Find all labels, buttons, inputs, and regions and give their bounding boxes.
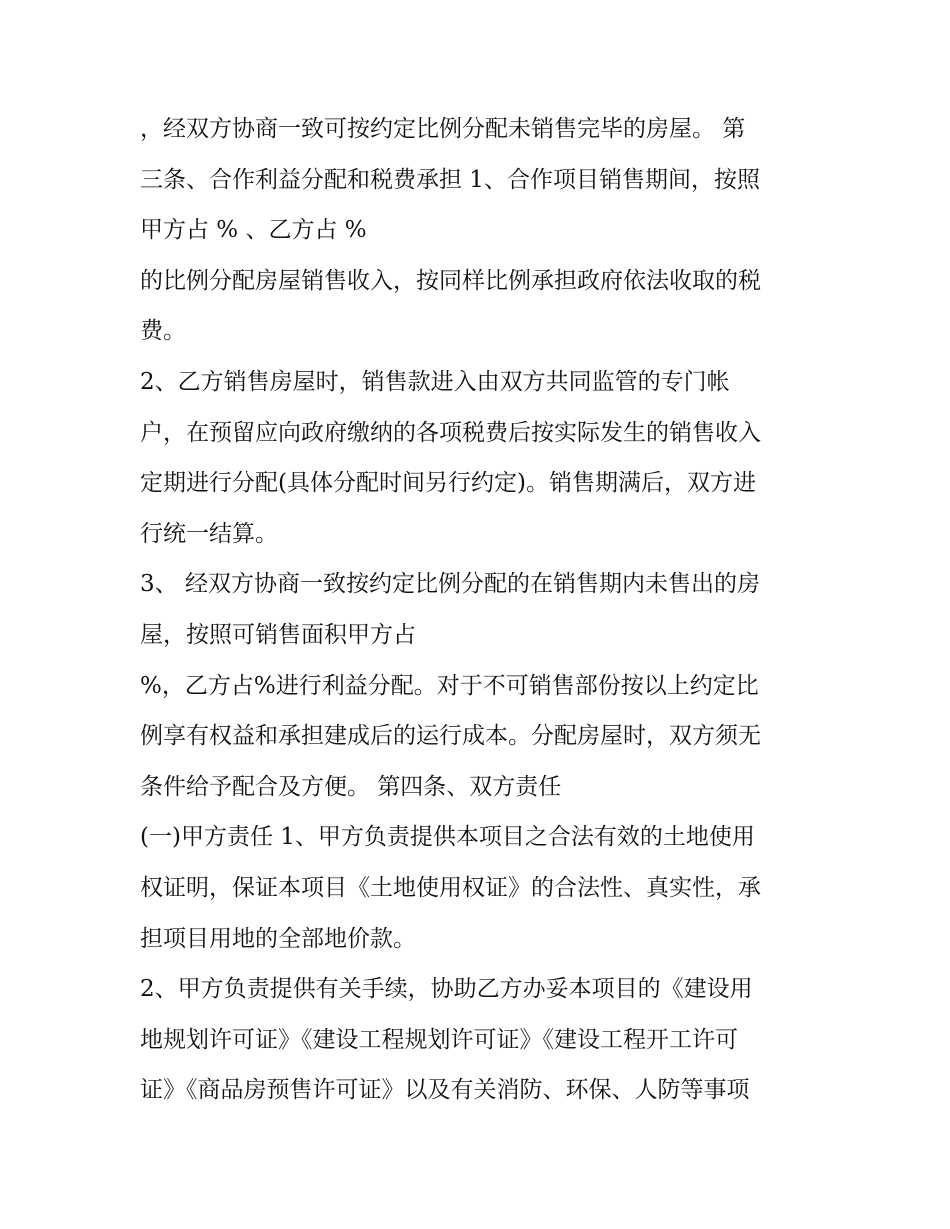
text-line: 条件给予配合及方便。 第四条、双方责任 [140,773,562,800]
text-line: 行统一结算。 [140,520,278,547]
text-line: %，乙方占%进行利益分配。对于不可销售部份按以上约定比 [140,672,759,699]
text-line: 屋，按照可销售面积甲方占 [140,621,416,648]
text-line: 权证明，保证本项目《土地使用权证》的合法性、真实性，承 [140,874,761,901]
text-line: 证》《商品房预售许可证》以及有关消防、环保、人防等事项 [140,1077,750,1104]
text-line: 3、 经双方协商一致按约定比例分配的在销售期内未售出的房 [140,571,760,598]
text-line: 甲方占 % 、乙方占 % [140,217,367,244]
text-line: 担项目用地的全部地价款。 [140,925,416,952]
text-line: 户，在预留应向政府缴纳的各项税费后按实际发生的销售收入 [140,419,761,446]
text-line: 例享有权益和承担建成后的运行成本。分配房屋时，双方须无 [140,723,761,750]
text-line: 的比例分配房屋销售收入，按同样比例承担政府依法收取的税 [140,267,761,294]
text-line: 2、乙方销售房屋时，销售款进入由双方共同监管的专门帐 [140,368,730,395]
contract-body-text [140,104,830,1116]
text-line: 地规划许可证》《建设工程规划许可证》《建设工程开工许可 [140,1026,738,1053]
text-line: 定期进行分配(具体分配时间另行约定)。销售期满后，双方进 [140,470,756,497]
text-line: 2、甲方负责提供有关手续，协助乙方办妥本项目的《建设用 [140,976,753,1003]
text-line: ，经双方协商一致可按约定比例分配未销售完毕的房屋。 第 [140,116,746,142]
text-line: 费。 [140,318,186,345]
text-line: 三条、合作利益分配和税费承担 1、合作项目销售期间，按照 [140,166,760,193]
text-line: (一)甲方责任 1、甲方负责提供本项目之合法有效的土地使用 [140,824,755,851]
